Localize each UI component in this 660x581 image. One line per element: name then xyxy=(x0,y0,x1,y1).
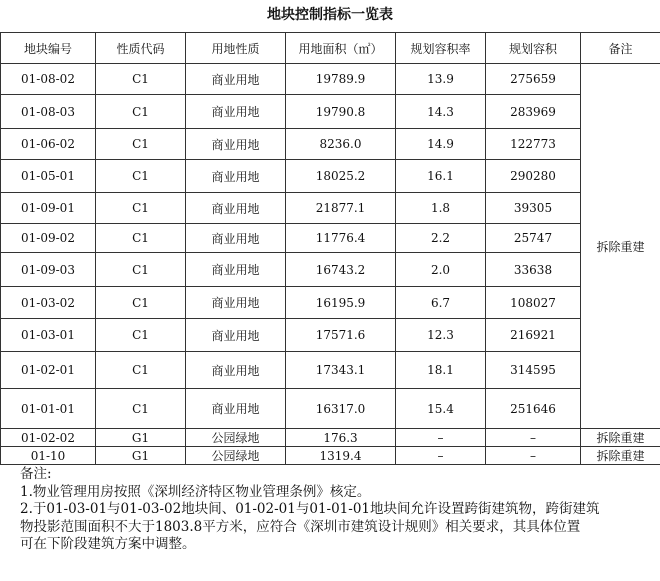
cell-far: 1.8 xyxy=(396,193,486,224)
cell-id: 01-03-02 xyxy=(1,287,96,319)
cell-far: 13.9 xyxy=(396,64,486,95)
cell-use: 商业用地 xyxy=(186,193,286,224)
cell-gfa: 25747 xyxy=(486,224,581,253)
cell-gfa: 290280 xyxy=(486,160,581,193)
cell-gfa: 108027 xyxy=(486,287,581,319)
cell-id: 01-06-02 xyxy=(1,129,96,160)
header-row xyxy=(1,33,660,64)
cell-far: – xyxy=(396,447,486,465)
cell-code: C1 xyxy=(96,352,186,389)
cell-gfa: 283969 xyxy=(486,95,581,129)
cell-id: 01-02-01 xyxy=(1,352,96,389)
cell-code: G1 xyxy=(96,429,186,447)
cell-id: 01-09-03 xyxy=(1,253,96,287)
cell-far: – xyxy=(396,429,486,447)
table-row xyxy=(1,193,660,224)
table-row xyxy=(1,389,660,429)
cell-use: 商业用地 xyxy=(186,287,286,319)
cell-use: 商业用地 xyxy=(186,129,286,160)
cell-id: 01-09-02 xyxy=(1,224,96,253)
cell-area: 1319.4 xyxy=(286,447,396,465)
cell-area: 16195.9 xyxy=(286,287,396,319)
cell-code: C1 xyxy=(96,319,186,352)
cell-far: 16.1 xyxy=(396,160,486,193)
table-row xyxy=(1,352,660,389)
cell-far: 6.7 xyxy=(396,287,486,319)
header-cell: 性质代码 xyxy=(96,33,186,64)
cell-far: 2.2 xyxy=(396,224,486,253)
cell-use: 商业用地 xyxy=(186,352,286,389)
cell-code: G1 xyxy=(96,447,186,465)
table-row xyxy=(1,160,660,193)
cell-use: 商业用地 xyxy=(186,389,286,429)
cell-id: 01-10 xyxy=(1,447,96,465)
table-row xyxy=(1,253,660,287)
cell-code: C1 xyxy=(96,64,186,95)
cell-gfa: – xyxy=(486,429,581,447)
cell-use: 商业用地 xyxy=(186,319,286,352)
cell-area: 11776.4 xyxy=(286,224,396,253)
cell-far: 2.0 xyxy=(396,253,486,287)
cell-gfa: 314595 xyxy=(486,352,581,389)
table-row xyxy=(1,129,660,160)
header-cell: 用地性质 xyxy=(186,33,286,64)
table-row xyxy=(1,287,660,319)
cell-id: 01-08-03 xyxy=(1,95,96,129)
cell-use: 商业用地 xyxy=(186,253,286,287)
header-cell: 用地面积（㎡） xyxy=(286,33,396,64)
cell-note: 拆除重建 xyxy=(581,447,660,465)
cell-use: 商业用地 xyxy=(186,160,286,193)
cell-gfa: – xyxy=(486,447,581,465)
cell-gfa: 39305 xyxy=(486,193,581,224)
note-line: 1.物业管理用房按照《深圳经济特区物业管理条例》核定。 xyxy=(20,483,371,500)
cell-gfa: 122773 xyxy=(486,129,581,160)
cell-area: 16317.0 xyxy=(286,389,396,429)
cell-code: C1 xyxy=(96,389,186,429)
cell-id: 01-05-01 xyxy=(1,160,96,193)
cell-code: C1 xyxy=(96,129,186,160)
cell-far: 18.1 xyxy=(396,352,486,389)
cell-code: C1 xyxy=(96,253,186,287)
table-row xyxy=(1,447,660,465)
cell-gfa: 275659 xyxy=(486,64,581,95)
table-row xyxy=(1,429,660,447)
cell-area: 18025.2 xyxy=(286,160,396,193)
cell-far: 12.3 xyxy=(396,319,486,352)
cell-far: 14.9 xyxy=(396,129,486,160)
cell-code: C1 xyxy=(96,193,186,224)
notes-heading: 备注: xyxy=(20,466,52,482)
cell-id: 01-09-01 xyxy=(1,193,96,224)
cell-use: 商业用地 xyxy=(186,224,286,253)
notes-block xyxy=(20,466,652,554)
cell-id: 01-03-01 xyxy=(1,319,96,352)
cell-gfa: 33638 xyxy=(486,253,581,287)
cell-id: 01-08-02 xyxy=(1,64,96,95)
cell-far: 14.3 xyxy=(396,95,486,129)
cell-code: C1 xyxy=(96,224,186,253)
merged-note-cell: 拆除重建 xyxy=(581,64,660,429)
table-row xyxy=(1,64,660,95)
cell-area: 17571.6 xyxy=(286,319,396,352)
cell-area: 8236.0 xyxy=(286,129,396,160)
table-row xyxy=(1,319,660,352)
cell-area: 16743.2 xyxy=(286,253,396,287)
cell-area: 176.3 xyxy=(286,429,396,447)
header-cell: 规划容积 xyxy=(486,33,581,64)
cell-area: 19790.8 xyxy=(286,95,396,129)
note-line: 物投影范围面积不大于1803.8平方米，应符合《深圳市建筑设计规则》相关要求，其具体位置 xyxy=(20,518,581,535)
cell-far: 15.4 xyxy=(396,389,486,429)
table-row xyxy=(1,224,660,253)
cell-use: 商业用地 xyxy=(186,64,286,95)
header-cell: 地块编号 xyxy=(1,33,96,64)
cell-code: C1 xyxy=(96,95,186,129)
cell-area: 17343.1 xyxy=(286,352,396,389)
header-cell: 规划容积率 xyxy=(396,33,486,64)
cell-use: 商业用地 xyxy=(186,95,286,129)
cell-use: 公园绿地 xyxy=(186,429,286,447)
note-line: 可在下阶段建筑方案中调整。 xyxy=(20,536,196,552)
cell-code: C1 xyxy=(96,287,186,319)
cell-gfa: 251646 xyxy=(486,389,581,429)
cell-code: C1 xyxy=(96,160,186,193)
cell-id: 01-01-01 xyxy=(1,389,96,429)
table-row xyxy=(1,95,660,129)
cell-gfa: 216921 xyxy=(486,319,581,352)
cell-id: 01-02-02 xyxy=(1,429,96,447)
cell-area: 21877.1 xyxy=(286,193,396,224)
table-title: 地块控制指标一览表 xyxy=(267,7,393,23)
cell-use: 公园绿地 xyxy=(186,447,286,465)
cell-note: 拆除重建 xyxy=(581,429,660,447)
note-line: 2.于01-03-01与01-03-02地块间、01-02-01与01-01-01地块间允许设置跨街建筑物，跨街建筑 xyxy=(20,501,600,517)
control-index-table xyxy=(0,32,660,465)
header-cell: 备注 xyxy=(581,33,660,64)
cell-area: 19789.9 xyxy=(286,64,396,95)
